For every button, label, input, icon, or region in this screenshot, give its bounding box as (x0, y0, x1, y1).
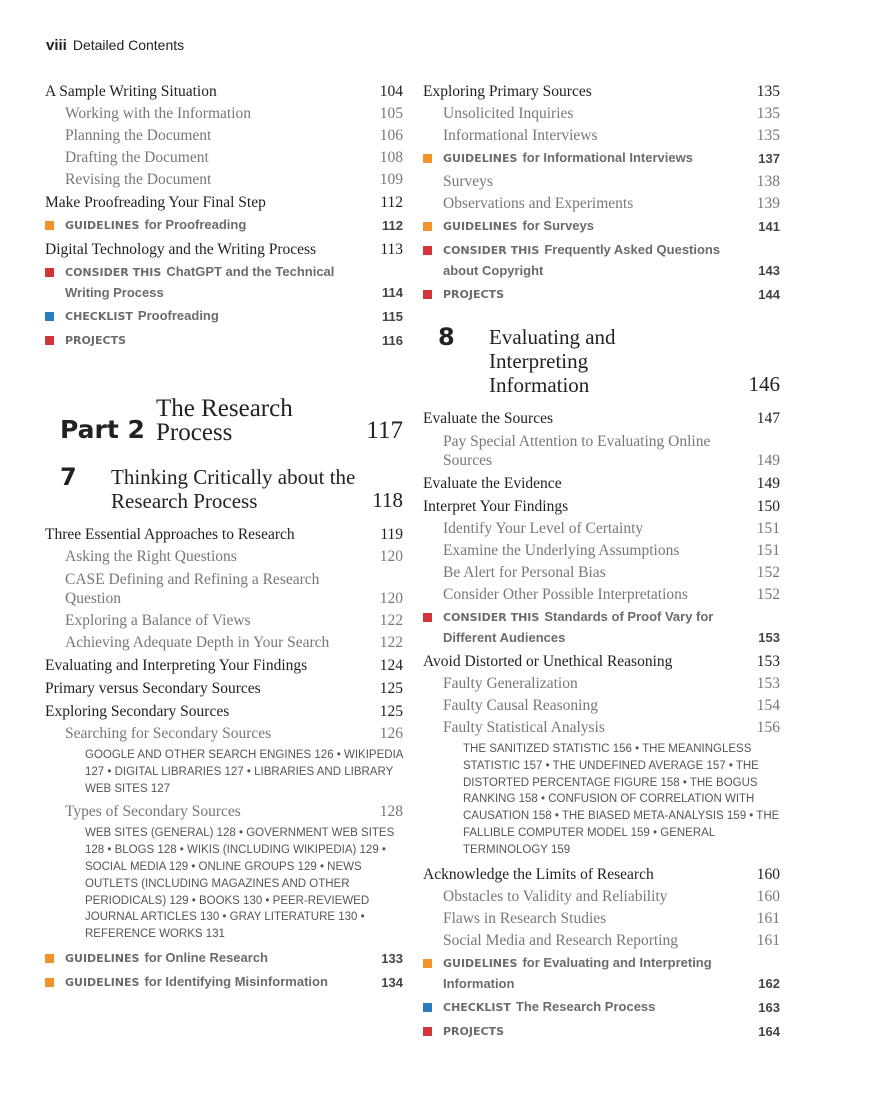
entry-title: A Sample Writing Situation (45, 83, 217, 100)
page-number: 160 (756, 865, 780, 883)
subsection-entry[interactable] (423, 717, 780, 739)
page-number: 161 (756, 931, 780, 949)
entry-title: Obstacles to Validity and Reliability (443, 887, 668, 905)
page-number: 109 (379, 171, 403, 188)
subtopic-list: WEB SITES (GENERAL) 128 • GOVERNMENT WEB SITES 128 • BLOGS 128 • WIKIS (INCLUDING WIKIPEDIA) 129 • SOCIAL MEDIA 129 • ONLINE GROUPS 129 • NEWS OUTLETS (INCLUDING MAGAZINES AND OTHER PERIODICALS) 129 • BOOKS 130 • PEER-REVIEWED JOURNAL ARTICLES 130 • GRAY LITERATURE 130 • REFERENCE WORKS 131 (85, 827, 395, 941)
section-entry[interactable] (423, 495, 780, 518)
section-entry[interactable] (45, 677, 403, 700)
subsection-entry[interactable] (423, 908, 780, 930)
page-number: 151 (756, 542, 780, 559)
page-number: 135 (756, 127, 780, 144)
subsection-entry[interactable] (45, 546, 403, 568)
chapter-page: 118 (372, 488, 403, 512)
chapter-heading[interactable] (45, 465, 403, 513)
page-number: 104 (379, 83, 403, 100)
toc-left-entries (45, 523, 403, 995)
toc-column-right (423, 80, 780, 1044)
page-number: 139 (756, 195, 780, 212)
entry-title: Flaws in Research Studies (443, 909, 607, 927)
feature-entry[interactable] (423, 215, 780, 239)
subsection-entry[interactable] (45, 632, 403, 654)
square-bullet-icon (423, 1027, 432, 1036)
page-number: 138 (756, 173, 780, 190)
entry-title: CASE Defining and Refining a Research Question (65, 571, 320, 607)
running-header (46, 37, 184, 54)
square-bullet-icon (45, 978, 54, 987)
entry-title: Faulty Statistical Analysis (443, 719, 605, 736)
page-number: 141 (758, 219, 780, 234)
subsection-entry[interactable] (423, 562, 780, 584)
entry-title: Working with the Information (65, 105, 252, 122)
entry-title: Informational Interviews (443, 127, 598, 144)
subtopic-list: THE SANITIZED STATISTIC 156 • THE MEANINGLESS STATISTIC 157 • THE UNDEFINED AVERAGE 157 • THE DISTORTED PERCENTAGE FIGURE 158 • THE BOGUS RANKING 158 • CONFUSION OF CORRELATION WITH CAUSATION 158 • THE BIASED META-ANALYSIS 159 • THE FALLIBLE COMPUTER MODEL 159 • GENERAL TERMINOLOGY 159 (463, 743, 780, 856)
page-number: 152 (756, 586, 780, 603)
page-number: 153 (756, 653, 780, 670)
square-bullet-icon (423, 246, 432, 255)
feature-tag: PROJECTS (443, 288, 504, 301)
toc-column-left (45, 80, 403, 995)
subsection-entry[interactable] (45, 147, 403, 169)
subsection-entry[interactable] (423, 193, 780, 215)
entry-title: Pay Special Attention to Evaluating Online Sources (443, 433, 711, 469)
entry-title: Examine the Underlying Assumptions (443, 542, 680, 559)
entry-title: Avoid Distorted or Unethical Reasoning (423, 653, 673, 670)
subsection-entry[interactable] (423, 886, 780, 908)
feature-entry[interactable] (423, 952, 780, 996)
feature-title: ChatGPT and the Technical Writing Process (65, 264, 335, 300)
part-title: The Research Process (156, 395, 293, 446)
page-number: 120 (379, 590, 403, 607)
chapter-title: Evaluating and Interpreting Information (489, 325, 616, 397)
chapter-page: 146 (748, 372, 780, 396)
square-bullet-icon (45, 312, 54, 321)
chapter-title: Thinking Critically about the Research Process (111, 465, 356, 513)
page-number: 119 (380, 526, 403, 543)
page-number: 149 (756, 452, 780, 469)
section-entry[interactable] (423, 472, 780, 495)
page-number: 154 (756, 697, 780, 714)
feature-entry[interactable] (45, 261, 403, 305)
subsection-entry[interactable] (423, 695, 780, 717)
subsection-entry[interactable] (423, 584, 780, 606)
section-entry[interactable] (45, 654, 403, 677)
page-number: 105 (379, 105, 403, 122)
part-heading[interactable] (45, 397, 403, 445)
entry-title: Consider Other Possible Interpretations (443, 586, 688, 603)
subsection-entry[interactable] (45, 801, 403, 823)
page-number: viii (46, 37, 67, 54)
entry-title: Acknowledge the Limits of Research (423, 865, 654, 883)
page-number: 112 (380, 194, 403, 211)
feature-entry[interactable] (423, 147, 780, 171)
subsection-entry[interactable] (423, 430, 780, 472)
subsection-entry[interactable] (423, 518, 780, 540)
subsection-entry[interactable] (45, 568, 403, 610)
entry-title: Revising the Document (65, 171, 212, 188)
feature-tag: CONSIDER THIS (443, 611, 540, 624)
subsection-entry[interactable] (45, 723, 403, 745)
section-entry[interactable] (45, 238, 403, 261)
subsection-entry[interactable] (45, 103, 403, 125)
subsection-entry[interactable] (423, 125, 780, 147)
page-number: 116 (382, 333, 403, 348)
feature-tag: CONSIDER THIS (65, 266, 162, 279)
entry-title: Make Proofreading Your Final Step (45, 194, 266, 211)
feature-entry[interactable] (45, 947, 403, 971)
page-number: 120 (379, 548, 403, 565)
entry-title: Be Alert for Personal Bias (443, 564, 606, 581)
page-number: 128 (379, 803, 403, 821)
page-number: 150 (756, 498, 780, 515)
feature-entry[interactable] (45, 214, 403, 238)
entry-title: Evaluating and Interpreting Your Findings (45, 657, 308, 674)
entry-title: Social Media and Research Reporting (443, 931, 679, 949)
subsection-entry[interactable] (423, 540, 780, 562)
square-bullet-icon (423, 613, 432, 622)
page-number: 112 (382, 218, 403, 233)
page-number: 156 (756, 719, 780, 736)
feature-entry[interactable] (45, 329, 403, 353)
feature-entry[interactable] (423, 283, 780, 307)
square-bullet-icon (423, 290, 432, 299)
toc-right-entries (423, 407, 780, 1044)
feature-title: for Identifying Misinformation (144, 973, 328, 989)
feature-tag: GUIDELINES (443, 220, 518, 233)
page-number: 114 (382, 285, 403, 300)
page-number: 143 (758, 263, 780, 278)
entry-title: Drafting the Document (65, 149, 209, 166)
feature-entry[interactable] (45, 971, 403, 995)
square-bullet-icon (45, 954, 54, 963)
feature-tag: CHECKLIST (443, 1000, 511, 1014)
page-number: 115 (382, 309, 403, 324)
page-number: 134 (381, 974, 403, 990)
feature-entry[interactable] (423, 1020, 780, 1044)
square-bullet-icon (423, 1003, 432, 1012)
entry-title: Unsolicited Inquiries (443, 105, 574, 122)
entry-title: Faulty Causal Reasoning (443, 697, 598, 714)
feature-tag: GUIDELINES (443, 956, 518, 970)
page-number: 137 (758, 151, 780, 166)
page-number: 135 (756, 105, 780, 122)
feature-tag: GUIDELINES (65, 219, 140, 232)
feature-entry[interactable] (45, 305, 403, 329)
running-title: Detailed Contents (72, 37, 185, 53)
page-number: 152 (756, 564, 780, 581)
square-bullet-icon (45, 336, 54, 345)
chapter-number: 8 (438, 323, 455, 351)
part-label: Part 2 (60, 415, 145, 444)
part-page: 117 (366, 417, 403, 444)
entry-title: Types of Secondary Sources (65, 803, 241, 821)
subsection-entry[interactable] (45, 610, 403, 632)
entry-title: Interpret Your Findings (423, 498, 569, 515)
page-number: 147 (756, 410, 780, 427)
page-number: 162 (758, 975, 780, 991)
subtopic-list: GOOGLE AND OTHER SEARCH ENGINES 126 • WIKIPEDIA 127 • DIGITAL LIBRARIES 127 • LIBRARIES AND LIBRARY WEB SITES 127 (85, 749, 403, 795)
feature-entry[interactable] (423, 606, 780, 650)
feature-tag: CONSIDER THIS (443, 244, 540, 257)
page-number: 122 (379, 634, 403, 651)
page-number: 164 (758, 1023, 780, 1039)
feature-tag: PROJECTS (443, 1024, 504, 1038)
page-number: 124 (379, 657, 403, 674)
feature-title: for Online Research (144, 949, 268, 965)
page-number: 160 (756, 887, 780, 905)
page-number: 106 (379, 127, 403, 144)
entry-title: Exploring Secondary Sources (45, 703, 230, 720)
section-entry[interactable] (423, 407, 780, 430)
page-number: 161 (756, 909, 780, 927)
entry-title: Asking the Right Questions (65, 548, 237, 565)
section-entry[interactable] (423, 863, 780, 886)
square-bullet-icon (423, 959, 432, 968)
entry-title: Planning the Document (65, 127, 212, 144)
entry-title: Digital Technology and the Writing Process (45, 241, 317, 258)
page-number: 153 (756, 675, 780, 692)
entry-title: Exploring a Balance of Views (65, 612, 251, 629)
entry-title: Searching for Secondary Sources (65, 725, 272, 742)
feature-title: Proofreading (137, 308, 219, 323)
section-entry[interactable] (45, 523, 403, 546)
entry-title: Three Essential Approaches to Research (45, 526, 295, 543)
feature-tag: CHECKLIST (65, 310, 133, 323)
page-number: 163 (758, 999, 780, 1015)
entry-title: Faulty Generalization (443, 675, 578, 692)
feature-title: The Research Process (515, 998, 656, 1014)
feature-tag: GUIDELINES (65, 951, 140, 965)
feature-title: for Evaluating and Interpreting Information (443, 954, 712, 991)
square-bullet-icon (45, 221, 54, 230)
square-bullet-icon (423, 154, 432, 163)
feature-tag: PROJECTS (65, 334, 126, 347)
feature-title: for Proofreading (144, 217, 247, 232)
square-bullet-icon (423, 222, 432, 231)
feature-tag: GUIDELINES (443, 152, 518, 165)
entry-title: Exploring Primary Sources (423, 83, 592, 100)
toc-right-top-list (423, 80, 780, 307)
feature-title: Frequently Asked Questions about Copyright (443, 242, 721, 278)
section-entry[interactable] (423, 650, 780, 673)
entry-title: Identify Your Level of Certainty (443, 520, 644, 537)
feature-entry[interactable] (423, 996, 780, 1020)
page-number: 122 (379, 612, 403, 629)
section-entry[interactable] (45, 700, 403, 723)
entry-title: Surveys (443, 173, 493, 190)
entry-title: Evaluate the Sources (423, 410, 553, 427)
page-number: 144 (758, 287, 780, 302)
chapter-number: 7 (60, 463, 77, 491)
feature-tag: GUIDELINES (65, 975, 140, 989)
subsection-entry[interactable] (45, 169, 403, 191)
section-entry[interactable] (423, 80, 780, 103)
page-number: 126 (379, 725, 403, 742)
page-number: 108 (379, 149, 403, 166)
subsection-entry[interactable] (423, 673, 780, 695)
entry-title: Evaluate the Evidence (423, 475, 562, 492)
section-entry[interactable] (45, 191, 403, 214)
section-entry[interactable] (45, 80, 403, 103)
page-number: 113 (380, 241, 403, 258)
chapter-heading[interactable] (423, 325, 780, 397)
entry-title: Observations and Experiments (443, 195, 634, 212)
page-number: 135 (756, 83, 780, 100)
feature-title: Standards of Proof Vary for Different Audiences (443, 609, 714, 645)
entry-title: Primary versus Secondary Sources (45, 680, 261, 697)
subsection-entry[interactable] (423, 103, 780, 125)
page-number: 151 (756, 520, 780, 537)
subsection-entry[interactable] (423, 930, 780, 952)
subsection-entry[interactable] (45, 125, 403, 147)
page-number: 133 (381, 950, 403, 966)
toc-left-top-list (45, 80, 403, 353)
page-number: 153 (758, 630, 780, 645)
square-bullet-icon (45, 268, 54, 277)
feature-title: for Informational Interviews (522, 150, 693, 165)
page-number: 149 (756, 475, 780, 492)
feature-title: for Surveys (522, 218, 594, 233)
entry-title: Achieving Adequate Depth in Your Search (65, 634, 330, 651)
feature-entry[interactable] (423, 239, 780, 283)
page-number: 125 (379, 703, 403, 720)
subsection-entry[interactable] (423, 171, 780, 193)
page-number: 125 (379, 680, 403, 697)
